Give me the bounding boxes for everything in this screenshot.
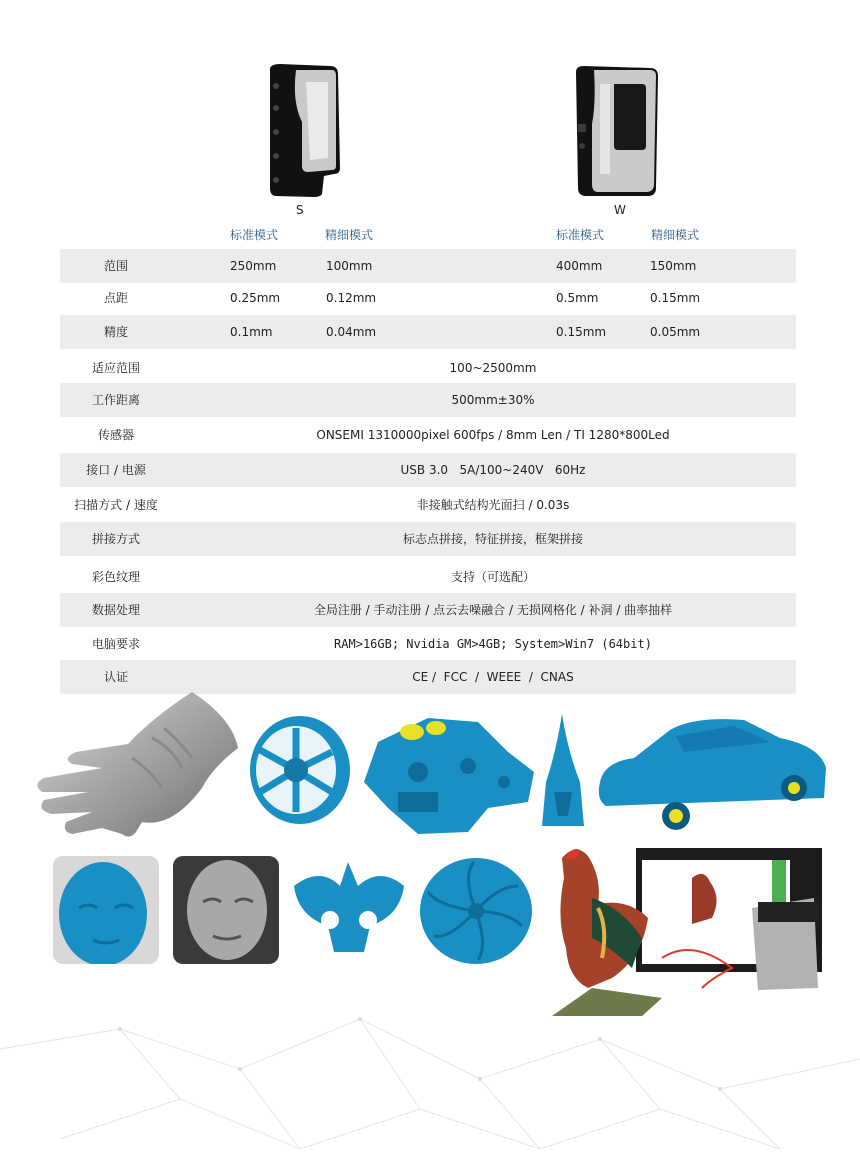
header-w-standard: 标准模式: [556, 228, 605, 242]
header-s-standard: 标准模式: [230, 228, 279, 242]
spec-row-range: [60, 249, 796, 283]
row-value: RAM>16GB; Nvidia GM>4GB; System>Win7 (64bit): [334, 637, 652, 651]
tooth-tip-scan-image: [538, 712, 588, 830]
row-label: 认证: [103, 670, 128, 684]
row-value: ONSEMI 1310000pixel 600fps / 8mm Len / TI 1280*800Led: [316, 428, 670, 442]
s-fine-value: 0.12mm: [326, 291, 377, 305]
row-label: 扫描方式 / 速度: [74, 498, 158, 512]
spec-row-applicable-range: [60, 351, 796, 385]
device-w-label: W: [614, 203, 626, 217]
row-label: 接口 / 电源: [86, 463, 146, 477]
row-value: 100~2500mm: [449, 361, 537, 375]
wheel-rim-scan-image: [240, 712, 354, 830]
spec-row-accuracy: [60, 315, 796, 349]
face-photo-image: [173, 856, 279, 964]
w-fine-value: 0.05mm: [650, 325, 701, 339]
row-value: 标志点拼接，特征拼接，框架拼接: [402, 532, 583, 546]
pelvis-scan-image: [290, 856, 408, 956]
row-value: 非接触式结构光面扫 / 0.03s: [416, 498, 570, 512]
background-network-decoration: [0, 989, 860, 1159]
s-standard-value: 0.25mm: [230, 291, 281, 305]
device-s-label: S: [296, 203, 304, 217]
row-label: 精度: [103, 325, 128, 339]
scanner-w-image: [570, 64, 660, 198]
row-label: 范围: [103, 259, 128, 273]
w-standard-value: 0.15mm: [556, 325, 607, 339]
row-label: 适应范围: [91, 361, 140, 375]
row-label: 彩色纹理: [91, 570, 140, 584]
row-value: USB 3.0 5A/100~240V 60Hz: [400, 463, 586, 477]
engine-part-scan-image: [358, 712, 538, 836]
row-label: 工作距离: [91, 393, 140, 407]
row-label: 电脑要求: [91, 637, 140, 651]
spec-row-sensor: [60, 418, 796, 452]
header-s-fine: 精细模式: [325, 228, 374, 242]
w-standard-value: 0.5mm: [556, 291, 599, 305]
row-value: 500mm±30%: [451, 393, 535, 407]
scanner-s-image: [262, 62, 344, 198]
spec-row-color-texture: [60, 560, 796, 594]
spec-row-scan-mode-speed: [60, 488, 796, 522]
spec-row-stitching: [60, 522, 796, 556]
w-fine-value: 150mm: [650, 259, 697, 273]
car-scan-image: [594, 712, 830, 834]
row-value: 全局注册 / 手动注册 / 点云去噪融合 / 无损网格化 / 补洞 / 曲率抽样: [313, 603, 673, 617]
face-scan-blue-image: [53, 856, 159, 964]
row-label: 传感器: [97, 428, 134, 442]
spec-row-point-distance: [60, 281, 796, 315]
s-fine-value: 100mm: [326, 259, 373, 273]
turbine-scan-image: [418, 856, 534, 966]
row-value: CE / FCC / WEEE / CNAS: [412, 670, 574, 684]
row-label: 点距: [103, 291, 128, 305]
spec-row-data-processing: [60, 593, 796, 627]
row-value: 支持（可选配）: [450, 570, 535, 584]
spec-row-pc-requirements: [60, 627, 796, 661]
s-standard-value: 0.1mm: [230, 325, 273, 339]
s-standard-value: 250mm: [230, 259, 277, 273]
w-fine-value: 0.15mm: [650, 291, 701, 305]
w-standard-value: 400mm: [556, 259, 603, 273]
row-label: 数据处理: [91, 603, 140, 617]
hand-scan-image: [32, 688, 240, 844]
spec-row-interface-power: [60, 453, 796, 487]
row-label: 拼接方式: [91, 532, 140, 546]
header-w-fine: 精细模式: [651, 228, 700, 242]
s-fine-value: 0.04mm: [326, 325, 377, 339]
spec-row-working-distance: [60, 383, 796, 417]
